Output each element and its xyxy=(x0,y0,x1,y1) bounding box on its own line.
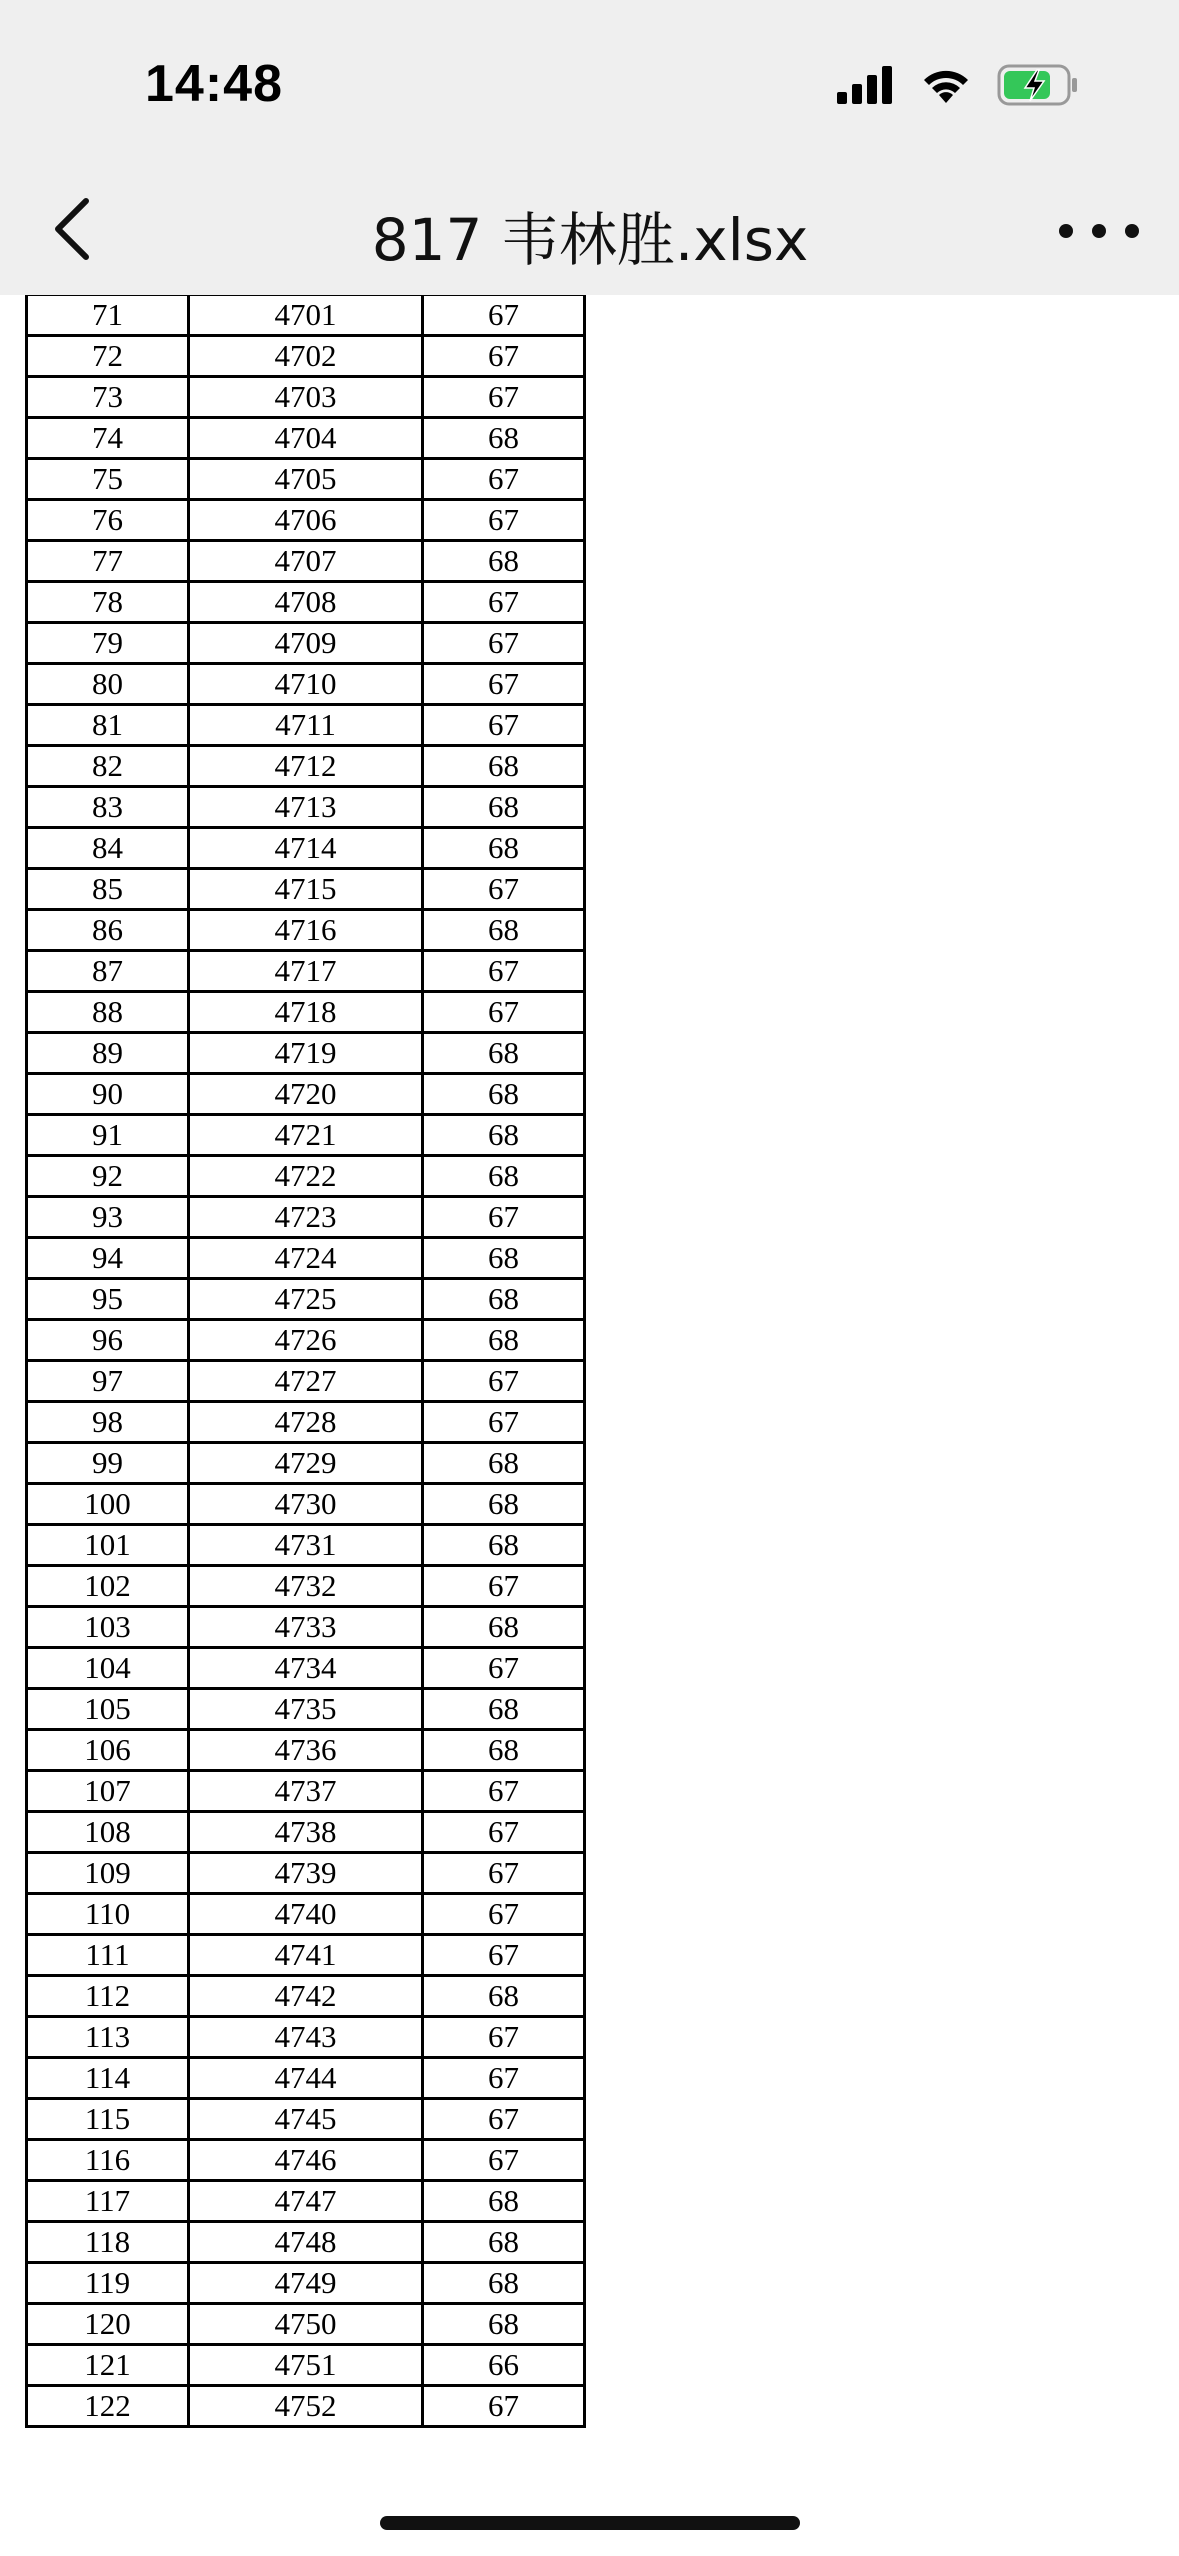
table-cell[interactable]: 68 xyxy=(423,2304,585,2345)
table-row xyxy=(27,910,585,951)
table-cell[interactable]: 4712 xyxy=(189,746,423,787)
table-cell[interactable]: 4738 xyxy=(189,1812,423,1853)
table-row xyxy=(27,951,585,992)
table-cell[interactable]: 4731 xyxy=(189,1525,423,1566)
table-cell[interactable]: 117 xyxy=(27,2181,189,2222)
table-row xyxy=(27,1935,585,1976)
table-cell[interactable]: 4715 xyxy=(189,869,423,910)
table-cell[interactable]: 67 xyxy=(423,2017,585,2058)
table-cell[interactable]: 4751 xyxy=(189,2345,423,2386)
spreadsheet-view[interactable] xyxy=(0,295,1179,2556)
table-cell[interactable]: 4725 xyxy=(189,1279,423,1320)
table-cell[interactable]: 4741 xyxy=(189,1935,423,1976)
table-cell[interactable]: 86 xyxy=(27,910,189,951)
table-row xyxy=(27,705,585,746)
table-row xyxy=(27,787,585,828)
table-cell[interactable]: 4737 xyxy=(189,1771,423,1812)
table-row xyxy=(27,582,585,623)
table-cell[interactable]: 4750 xyxy=(189,2304,423,2345)
status-time: 14:48 xyxy=(145,55,283,113)
table-cell[interactable]: 68 xyxy=(423,1156,585,1197)
table-cell[interactable]: 77 xyxy=(27,541,189,582)
table-cell[interactable]: 68 xyxy=(423,2181,585,2222)
table-cell[interactable]: 93 xyxy=(27,1197,189,1238)
status-icons xyxy=(837,60,1079,110)
table-cell[interactable]: 68 xyxy=(423,1443,585,1484)
table-cell[interactable]: 118 xyxy=(27,2222,189,2263)
table-cell[interactable]: 116 xyxy=(27,2140,189,2181)
table-cell[interactable]: 71 xyxy=(27,295,189,336)
table-row xyxy=(27,2222,585,2263)
table-row xyxy=(27,664,585,705)
table-cell[interactable]: 68 xyxy=(423,746,585,787)
table-cell[interactable]: 122 xyxy=(27,2386,189,2427)
table-cell[interactable]: 4714 xyxy=(189,828,423,869)
table-cell[interactable]: 67 xyxy=(423,2386,585,2427)
table-row xyxy=(27,1238,585,1279)
table-row xyxy=(27,1443,585,1484)
table-row xyxy=(27,1976,585,2017)
table-cell[interactable]: 68 xyxy=(423,1730,585,1771)
table-cell[interactable]: 68 xyxy=(423,1033,585,1074)
table-cell[interactable]: 68 xyxy=(423,2222,585,2263)
table-cell[interactable]: 68 xyxy=(423,910,585,951)
table-cell[interactable]: 4701 xyxy=(189,295,423,336)
table-cell[interactable]: 67 xyxy=(423,459,585,500)
table-cell[interactable]: 67 xyxy=(423,951,585,992)
table-cell[interactable]: 67 xyxy=(423,500,585,541)
table-cell[interactable]: 94 xyxy=(27,1238,189,1279)
table-cell[interactable]: 68 xyxy=(423,1976,585,2017)
table-cell[interactable]: 72 xyxy=(27,336,189,377)
table-cell[interactable]: 4713 xyxy=(189,787,423,828)
table-cell[interactable]: 67 xyxy=(423,2099,585,2140)
table-cell[interactable]: 67 xyxy=(423,1402,585,1443)
table-cell[interactable]: 4744 xyxy=(189,2058,423,2099)
table-row xyxy=(27,2386,585,2427)
table-cell[interactable]: 4724 xyxy=(189,1238,423,1279)
table-cell[interactable]: 4722 xyxy=(189,1156,423,1197)
table-row xyxy=(27,377,585,418)
table-cell[interactable]: 4708 xyxy=(189,582,423,623)
table-cell[interactable]: 4749 xyxy=(189,2263,423,2304)
table-cell[interactable]: 96 xyxy=(27,1320,189,1361)
table-cell[interactable]: 66 xyxy=(423,2345,585,2386)
table-cell[interactable]: 4709 xyxy=(189,623,423,664)
table-row xyxy=(27,2181,585,2222)
table-cell[interactable]: 4732 xyxy=(189,1566,423,1607)
table-row xyxy=(27,2099,585,2140)
table-cell[interactable]: 89 xyxy=(27,1033,189,1074)
table-cell[interactable]: 4718 xyxy=(189,992,423,1033)
table-cell[interactable]: 4752 xyxy=(189,2386,423,2427)
table-cell[interactable]: 67 xyxy=(423,295,585,336)
table-cell[interactable]: 80 xyxy=(27,664,189,705)
table-row xyxy=(27,295,585,336)
table-row xyxy=(27,623,585,664)
status-bar xyxy=(0,0,1179,165)
table-cell[interactable]: 67 xyxy=(423,1812,585,1853)
table-row xyxy=(27,1320,585,1361)
table-row xyxy=(27,2263,585,2304)
table-cell[interactable]: 113 xyxy=(27,2017,189,2058)
table-row xyxy=(27,1648,585,1689)
table-cell[interactable]: 4734 xyxy=(189,1648,423,1689)
table-row xyxy=(27,1074,585,1115)
table-cell[interactable]: 4745 xyxy=(189,2099,423,2140)
table-cell[interactable]: 67 xyxy=(423,2140,585,2181)
table-row xyxy=(27,1894,585,1935)
table-cell[interactable]: 119 xyxy=(27,2263,189,2304)
table-row xyxy=(27,2345,585,2386)
table-cell[interactable]: 67 xyxy=(423,664,585,705)
table-cell[interactable]: 67 xyxy=(423,336,585,377)
table-cell[interactable]: 68 xyxy=(423,541,585,582)
table-cell[interactable]: 102 xyxy=(27,1566,189,1607)
table-cell[interactable]: 67 xyxy=(423,1197,585,1238)
table-cell[interactable]: 68 xyxy=(423,1689,585,1730)
table-cell[interactable]: 4717 xyxy=(189,951,423,992)
table-cell[interactable]: 85 xyxy=(27,869,189,910)
table-cell[interactable]: 4733 xyxy=(189,1607,423,1648)
table-cell[interactable]: 4740 xyxy=(189,1894,423,1935)
table-cell[interactable]: 67 xyxy=(423,992,585,1033)
table-cell[interactable]: 4707 xyxy=(189,541,423,582)
table-cell[interactable]: 67 xyxy=(423,705,585,746)
table-cell[interactable]: 4728 xyxy=(189,1402,423,1443)
cellular-signal-icon xyxy=(837,66,895,104)
table-cell[interactable]: 68 xyxy=(423,1238,585,1279)
table-cell[interactable]: 4704 xyxy=(189,418,423,459)
table-row xyxy=(27,992,585,1033)
table-cell[interactable]: 68 xyxy=(423,1525,585,1566)
table-cell[interactable]: 67 xyxy=(423,1648,585,1689)
table-row xyxy=(27,1689,585,1730)
table-cell[interactable]: 115 xyxy=(27,2099,189,2140)
table-cell[interactable]: 68 xyxy=(423,1279,585,1320)
table-cell[interactable]: 111 xyxy=(27,1935,189,1976)
table-cell[interactable]: 67 xyxy=(423,869,585,910)
table-cell[interactable]: 67 xyxy=(423,1894,585,1935)
table-cell[interactable]: 68 xyxy=(423,1484,585,1525)
table-cell[interactable]: 81 xyxy=(27,705,189,746)
table-cell[interactable]: 4746 xyxy=(189,2140,423,2181)
table-cell[interactable]: 4703 xyxy=(189,377,423,418)
chevron-left-icon xyxy=(42,193,112,265)
table-row xyxy=(27,1525,585,1566)
table-cell[interactable]: 87 xyxy=(27,951,189,992)
table-row xyxy=(27,541,585,582)
table-cell[interactable]: 121 xyxy=(27,2345,189,2386)
table-cell[interactable]: 68 xyxy=(423,1115,585,1156)
table-row xyxy=(27,418,585,459)
table-cell[interactable]: 101 xyxy=(27,1525,189,1566)
table-row xyxy=(27,1197,585,1238)
table-cell[interactable]: 4719 xyxy=(189,1033,423,1074)
table-cell[interactable]: 4730 xyxy=(189,1484,423,1525)
table-row xyxy=(27,2140,585,2181)
table-cell[interactable]: 4735 xyxy=(189,1689,423,1730)
table-cell[interactable]: 103 xyxy=(27,1607,189,1648)
table-row xyxy=(27,1853,585,1894)
table-cell[interactable]: 98 xyxy=(27,1402,189,1443)
table-cell[interactable]: 88 xyxy=(27,992,189,1033)
table-cell[interactable]: 4710 xyxy=(189,664,423,705)
table-cell[interactable]: 79 xyxy=(27,623,189,664)
table-row xyxy=(27,1730,585,1771)
back-button[interactable] xyxy=(42,193,112,265)
table-cell[interactable]: 109 xyxy=(27,1853,189,1894)
table-cell[interactable]: 78 xyxy=(27,582,189,623)
more-dot-icon xyxy=(1059,224,1073,238)
table-cell[interactable]: 84 xyxy=(27,828,189,869)
table-row xyxy=(27,1156,585,1197)
table-cell[interactable]: 4711 xyxy=(189,705,423,746)
table-cell[interactable]: 99 xyxy=(27,1443,189,1484)
table-cell[interactable]: 114 xyxy=(27,2058,189,2099)
wifi-icon xyxy=(919,65,973,105)
table-row xyxy=(27,828,585,869)
table-cell[interactable]: 92 xyxy=(27,1156,189,1197)
table-cell[interactable]: 4720 xyxy=(189,1074,423,1115)
table-cell[interactable]: 108 xyxy=(27,1812,189,1853)
table-cell[interactable]: 67 xyxy=(423,582,585,623)
more-dot-icon xyxy=(1125,224,1139,238)
table-cell[interactable]: 67 xyxy=(423,377,585,418)
table-row xyxy=(27,1033,585,1074)
table-cell[interactable]: 67 xyxy=(423,2058,585,2099)
table-cell[interactable]: 112 xyxy=(27,1976,189,2017)
more-options-button[interactable] xyxy=(1059,201,1139,261)
table-cell[interactable]: 97 xyxy=(27,1361,189,1402)
table-cell[interactable]: 107 xyxy=(27,1771,189,1812)
table-cell[interactable]: 4721 xyxy=(189,1115,423,1156)
table-row xyxy=(27,500,585,541)
table-cell[interactable]: 76 xyxy=(27,500,189,541)
table-row xyxy=(27,1607,585,1648)
table-cell[interactable]: 4706 xyxy=(189,500,423,541)
table-cell[interactable]: 4716 xyxy=(189,910,423,951)
table-row xyxy=(27,1115,585,1156)
table-cell[interactable]: 95 xyxy=(27,1279,189,1320)
table-row xyxy=(27,869,585,910)
table-row xyxy=(27,2058,585,2099)
table-row xyxy=(27,2304,585,2345)
table-cell[interactable]: 100 xyxy=(27,1484,189,1525)
table-row xyxy=(27,1361,585,1402)
table-cell[interactable]: 91 xyxy=(27,1115,189,1156)
table-cell[interactable]: 68 xyxy=(423,1320,585,1361)
table-cell[interactable]: 68 xyxy=(423,418,585,459)
table-row xyxy=(27,2017,585,2058)
page-title: 817 韦林胜.xlsx xyxy=(371,206,809,274)
table-cell[interactable]: 4742 xyxy=(189,1976,423,2017)
table-cell[interactable]: 67 xyxy=(423,1771,585,1812)
navigation-bar xyxy=(0,165,1179,295)
table-cell[interactable]: 90 xyxy=(27,1074,189,1115)
table-cell[interactable]: 4736 xyxy=(189,1730,423,1771)
home-indicator[interactable] xyxy=(380,2516,800,2530)
table-cell[interactable]: 73 xyxy=(27,377,189,418)
table-cell[interactable]: 74 xyxy=(27,418,189,459)
table-cell[interactable]: 83 xyxy=(27,787,189,828)
battery-charging-icon xyxy=(997,64,1079,106)
table-row xyxy=(27,1771,585,1812)
table-cell[interactable]: 67 xyxy=(423,1361,585,1402)
table-cell[interactable]: 4748 xyxy=(189,2222,423,2263)
table-cell[interactable]: 4726 xyxy=(189,1320,423,1361)
table-cell[interactable]: 67 xyxy=(423,623,585,664)
table-cell[interactable]: 68 xyxy=(423,787,585,828)
table-cell[interactable]: 68 xyxy=(423,828,585,869)
table-cell[interactable]: 4705 xyxy=(189,459,423,500)
table-cell[interactable]: 4723 xyxy=(189,1197,423,1238)
table-row xyxy=(27,1812,585,1853)
table-cell[interactable]: 68 xyxy=(423,1607,585,1648)
table-cell[interactable]: 106 xyxy=(27,1730,189,1771)
table-cell[interactable]: 82 xyxy=(27,746,189,787)
table-cell[interactable]: 110 xyxy=(27,1894,189,1935)
table-row xyxy=(27,1402,585,1443)
table-cell[interactable]: 67 xyxy=(423,1566,585,1607)
table-cell[interactable]: 68 xyxy=(423,2263,585,2304)
table-cell[interactable]: 68 xyxy=(423,1074,585,1115)
table-row xyxy=(27,336,585,377)
table-row xyxy=(27,746,585,787)
table-cell[interactable]: 4747 xyxy=(189,2181,423,2222)
table-row xyxy=(27,1279,585,1320)
data-table xyxy=(25,295,586,2428)
table-cell[interactable]: 4743 xyxy=(189,2017,423,2058)
table-cell[interactable]: 4729 xyxy=(189,1443,423,1484)
table-cell[interactable]: 4702 xyxy=(189,336,423,377)
table-cell[interactable]: 105 xyxy=(27,1689,189,1730)
table-cell[interactable]: 67 xyxy=(423,1935,585,1976)
table-cell[interactable]: 67 xyxy=(423,1853,585,1894)
table-row xyxy=(27,459,585,500)
table-cell[interactable]: 4727 xyxy=(189,1361,423,1402)
more-dot-icon xyxy=(1092,224,1106,238)
table-row xyxy=(27,1484,585,1525)
table-cell[interactable]: 4739 xyxy=(189,1853,423,1894)
table-cell[interactable]: 104 xyxy=(27,1648,189,1689)
table-cell[interactable]: 120 xyxy=(27,2304,189,2345)
table-row xyxy=(27,1566,585,1607)
table-cell[interactable]: 75 xyxy=(27,459,189,500)
